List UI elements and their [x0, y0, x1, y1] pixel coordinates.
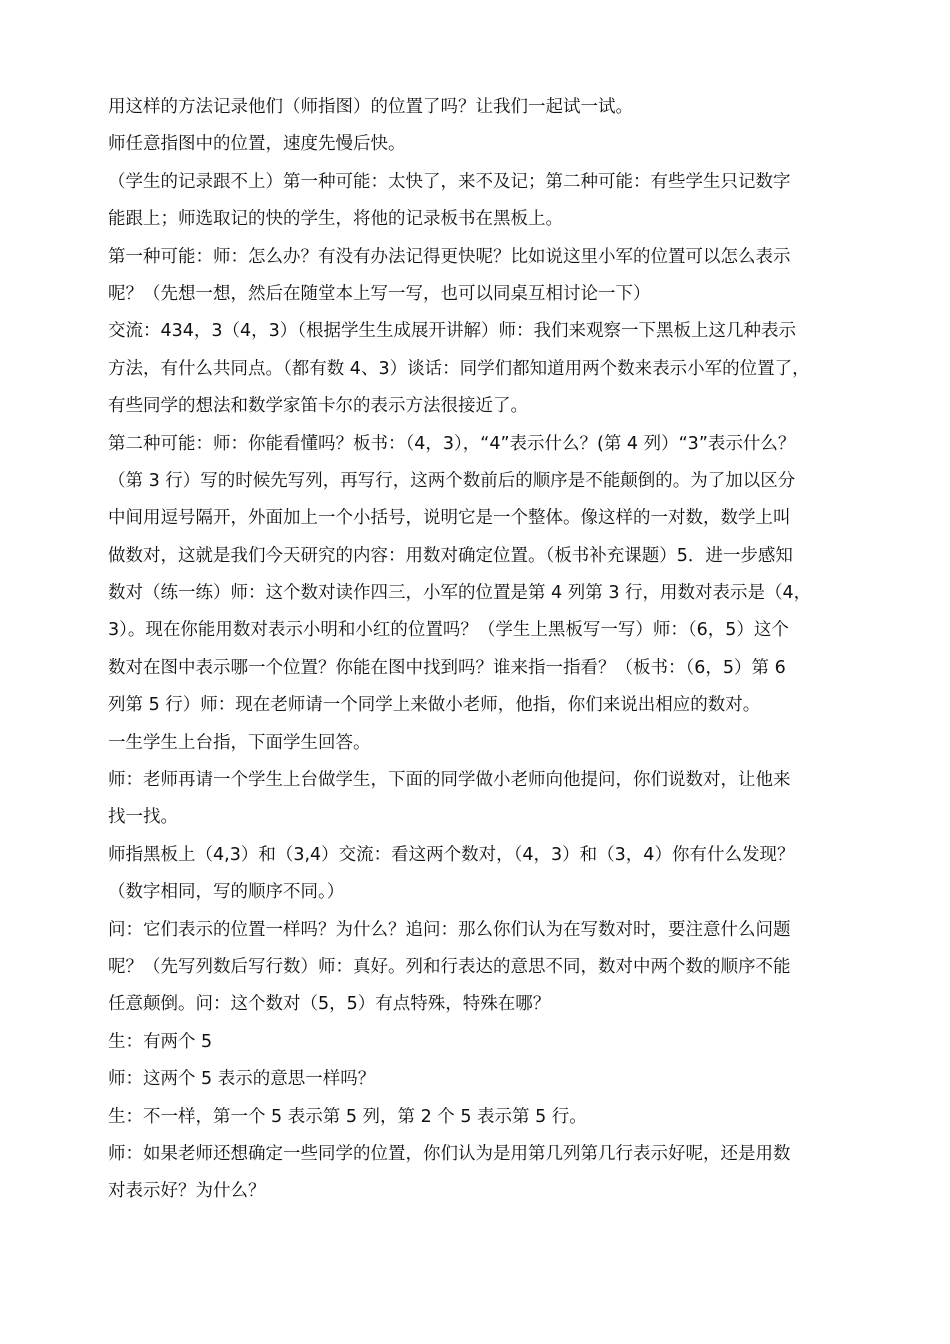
- text-line: 师：老师再请一个学生上台做学生，下面的同学做小老师向他提问，你们说数对，让他来: [108, 770, 791, 791]
- paragraph: [108, 725, 868, 762]
- paragraph: [108, 239, 868, 314]
- text-line: 师任意指图中的位置，速度先慢后快。: [108, 134, 406, 155]
- text-line: 师指黑板上（4,3）和（3,4）交流：看这两个数对，（4，3）和（3，4）你有什么发现？: [108, 844, 795, 865]
- text-line: （第 3 行）写的时候先写列，再写行，这两个数前后的顺序是不能颠倒的。为了加以区分: [108, 470, 796, 491]
- paragraph: [108, 1024, 868, 1061]
- text-line: 呢？（先写列数后写行数）师：真好。列和行表达的意思不同，数对中两个数的顺序不能: [108, 956, 791, 977]
- text-line: 列第 5 行）师：现在老师请一个同学上来做小老师，他指，你们来说出相应的数对。: [108, 695, 761, 716]
- paragraph: [108, 89, 868, 126]
- paragraph: [108, 912, 868, 1024]
- paragraph: [108, 426, 868, 725]
- text-line: 数对（练一练）师：这个数对读作四三，小军的位置是第 4 列第 3 行，用数对表示是（4，: [108, 583, 812, 604]
- text-line: 呢？（先想一想，然后在随堂本上写一写，也可以同桌互相讨论一下）: [108, 283, 651, 304]
- text-line: 有些同学的想法和数学家笛卡尔的表示方法很接近了。: [108, 396, 528, 417]
- paragraph: [108, 313, 868, 425]
- text-line: 师：这两个 5 表示的意思一样吗？: [108, 1069, 376, 1090]
- text-line: 第二种可能：师：你能看懂吗？板书：（4，3），“4”表示什么？(第 4 列）“3”表示什么？: [108, 433, 796, 454]
- paragraph: [108, 1061, 868, 1098]
- text-line: 做数对，这就是我们今天研究的内容：用数对确定位置。（板书补充课题）5．进一步感知: [108, 545, 793, 566]
- text-line: 方法，有什么共同点。（都有数 4、3）谈话：同学们都知道用两个数来表示小军的位置了，: [108, 358, 810, 379]
- text-line: 师：如果老师还想确定一些同学的位置，你们认为是用第几列第几行表示好呢，还是用数: [108, 1143, 791, 1164]
- text-line: 问：它们表示的位置一样吗？为什么？追问：那么你们认为在写数对时，要注意什么问题: [108, 919, 791, 940]
- text-line: 中间用逗号隔开，外面加上一个小括号，说明它是一个整体。像这样的一对数，数学上叫: [108, 508, 791, 529]
- text-line: 生：不一样，第一个 5 表示第 5 列，第 2 个 5 表示第 5 行。: [108, 1106, 587, 1127]
- text-line: 找一找。: [108, 807, 178, 828]
- paragraph: [108, 1136, 868, 1211]
- paragraph: [108, 837, 868, 912]
- paragraph: [108, 126, 868, 163]
- text-line: 任意颠倒。问：这个数对（5，5）有点特殊，特殊在哪？: [108, 994, 551, 1015]
- document-body: [108, 89, 868, 1211]
- paragraph: [108, 1099, 868, 1136]
- text-line: 生：有两个 5: [108, 1031, 213, 1052]
- paragraph: [108, 164, 868, 239]
- text-line: 用这样的方法记录他们（师指图）的位置了吗？让我们一起试一试。: [108, 97, 633, 117]
- text-line: （数字相同，写的顺序不同。）: [108, 882, 345, 903]
- text-line: 一生学生上台指，下面学生回答。: [108, 732, 371, 753]
- text-line: 对表示好？为什么？: [108, 1181, 266, 1202]
- text-line: 第一种可能：师：怎么办？有没有办法记得更快呢？比如说这里小军的位置可以怎么表示: [108, 246, 791, 267]
- text-line: 数对在图中表示哪一个位置？你能在图中找到吗？谁来指一指看？（板书：（6，5）第 6: [108, 657, 786, 678]
- text-line: 3）。现在你能用数对表示小明和小红的位置吗？（学生上黑板写一写）师：（6，5）这个: [108, 620, 789, 641]
- text-line: 能跟上；师选取记的快的学生，将他的记录板书在黑板上。: [108, 209, 563, 230]
- text-line: 交流：434，3（4，3）（根据学生生成展开讲解）师：我们来观察一下黑板上这几种表示: [108, 321, 797, 342]
- paragraph: [108, 762, 868, 837]
- text-line: （学生的记录跟不上）第一种可能：太快了，来不及记；第二种可能：有些学生只记数字: [108, 171, 791, 192]
